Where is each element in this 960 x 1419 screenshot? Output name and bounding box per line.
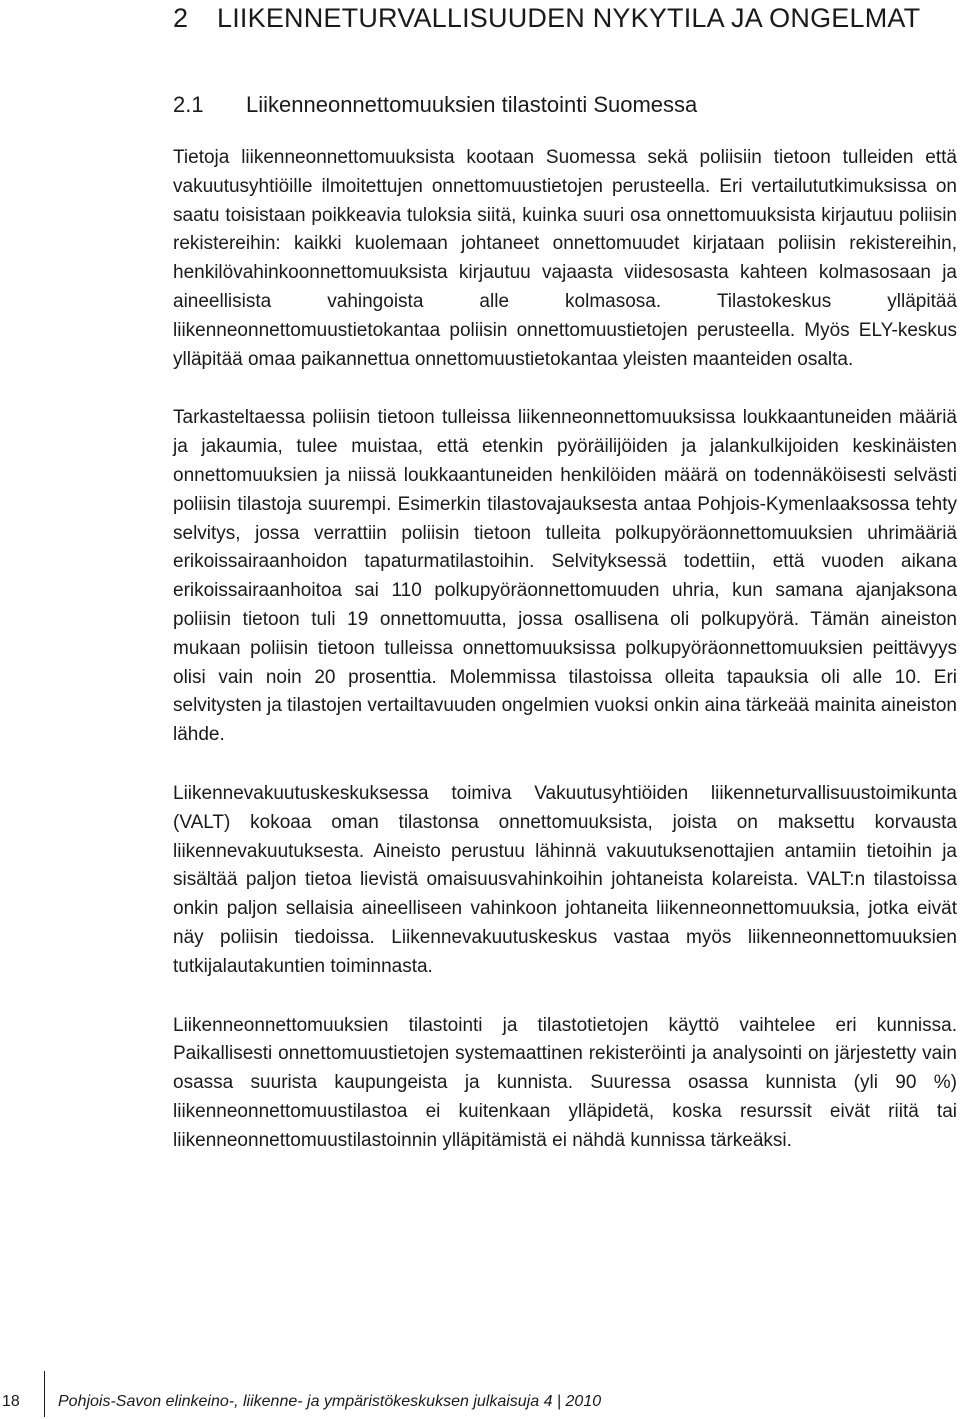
chapter-title: LIIKENNETURVALLISUUDEN NYKYTILA JA ONGELMAT	[217, 3, 921, 33]
paragraph: Tietoja liikenneonnettomuuksista kootaan Suomessa sekä poliisiin tietoon tulleiden että vakuutusyhtiöille ilmoitettujen onnettomuustietojen perusteella. Eri vertailututkimuksissa on saatu toisistaan poikkeavia tuloksia siitä, kuinka suuri osa onnettomuuksista kirjautuu poliisin rekistereihin: kaikki kuolemaan johtaneet onnettomuudet kirjataan poliisin rekistereihin, henkilövahinkoonnettomuuksista kirjautuu vajaasta viidesosasta kahteen kolmasosaan ja aineellisista vahingoista alle kolmasosa. Tilastokeskus ylläpitää liikenneonnettomuustietokantaa poliisin onnettomuustietojen perusteella. Myös ELY-keskus ylläpitää omaa paikannettua onnettomuustietokantaa yleisten maanteiden osalta.	[173, 147, 957, 370]
section-heading	[173, 90, 953, 120]
footer-divider	[44, 1371, 45, 1417]
paragraph: Tarkasteltaessa poliisin tietoon tulleissa liikenneonnettomuuksissa loukkaantuneiden määriä ja jakaumia, tulee muistaa, että etenkin pyöräilijöiden ja jalankulkijoiden keskinäisten onnettomuuksien ja niissä loukkaantuneiden henkilöiden määrä on todennäköisesti selvästi poliisin tilastoja suurempi. Esimerkin tilastovajauksesta antaa Pohjois-Kymenlaaksossa tehty selvitys, jossa verrattiin poliisin tietoon tulleita polkupyöräonnettomuuksien uhrimääriä erikoissairaanhoidon tapaturmatilastoihin. Selvityksessä todettiin, että vuoden aikana erikoissairaanhoitoa sai 110 polkupyöräonnettomuuden uhria, kun samana ajanjaksona poliisin tietoon tuli 19 onnettomuutta, jossa osallisena oli polkupyörä. Tämän aineiston mukaan poliisin tietoon tulleissa onnettomuuksissa polkupyöräonnettomuuksien peittävyys olisi vain noin 20 prosenttia. Molemmissa tilastoissa olleita tapauksia oli alle 10. Eri selvitysten ja tilastojen vertailtavuuden ongelmien vuoksi onkin aina tärkeää mainita aineiston lähde.	[173, 407, 957, 746]
page-number: 18	[2, 1393, 20, 1410]
chapter-heading	[173, 0, 943, 37]
paragraph: Liikennevakuutuskeskuksessa toimiva Vakuutusyhtiöiden liikenneturvallisuustoimikunta (VALT) kokoaa oman tilastonsa onnettomuuksista, joista on maksettu korvausta liikennevakuutuksesta. Aineisto perustuu lähinnä vakuutuksenottajien antamiin tietoihin ja sisältää paljon tietoa lievistä omaisuusvahinkoihin johtaneista kolareista. VALT:n tilastoissa onkin paljon sellaisia aineelliseen vahinkoon johtaneita liikenneonnettomuuksia, jotka eivät näy poliisin tiedoissa. Liikennevakuutuskeskus vastaa myös liikenneonnettomuuksien tutkijalautakuntien toiminnasta.	[173, 782, 957, 977]
chapter-number: 2	[173, 3, 189, 33]
paragraph: Liikenneonnettomuuksien tilastointi ja tilastotietojen käyttö vaihtelee eri kunnissa. Paikallisesti onnettomuustietojen systemaattinen rekisteröinti ja analysointi on järjestetty vain osassa suurista kaupungeista ja kunnista. Suuressa osassa kunnista (yli 90 %) liikenneonnettomuustilastoa ei kuitenkaan ylläpidetä, koska resurssit eivät riitä tai liikenneonnettomuustilastoinnin ylläpitämistä ei nähdä kunnissa tärkeäksi.	[173, 1014, 957, 1151]
publication-title: Pohjois-Savon elinkeino-, liikenne- ja ympäristökeskuksen julkaisuja 4 | 2010	[58, 1393, 602, 1410]
body-text	[173, 144, 957, 1186]
section-number: 2.1	[173, 92, 204, 117]
page-footer	[0, 1393, 960, 1419]
section-title: Liikenneonnettomuuksien tilastointi Suomessa	[246, 92, 698, 117]
